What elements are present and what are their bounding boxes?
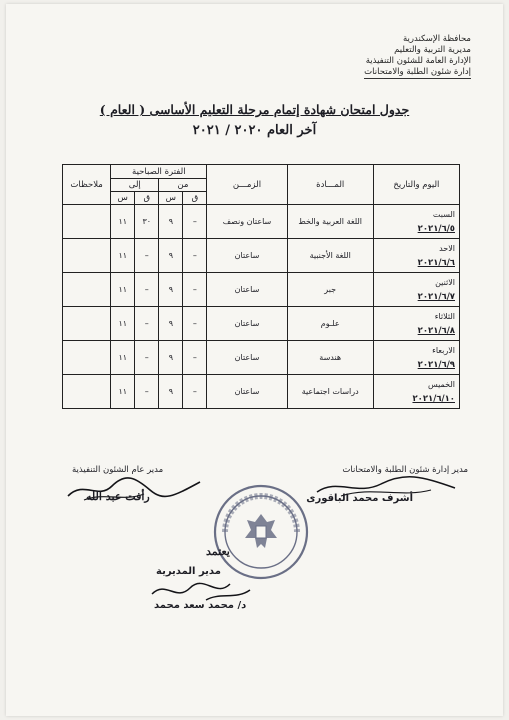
- header-line-directorate: مديرية التربية والتعليم: [394, 45, 471, 55]
- row-subject: جبر: [287, 273, 373, 307]
- row-from-minute: –: [183, 341, 207, 375]
- header-from: من: [159, 179, 207, 192]
- header-subject: المـــادة: [287, 165, 373, 205]
- document-page: [6, 4, 503, 716]
- row-notes: [63, 375, 111, 409]
- table-row: [63, 341, 460, 375]
- table-row: [63, 307, 460, 341]
- table-row: [63, 239, 460, 273]
- row-from-minute: –: [183, 205, 207, 239]
- row-from-minute: –: [183, 239, 207, 273]
- header-notes: ملاحظات: [63, 165, 111, 205]
- row-from-hour: ٩: [159, 205, 183, 239]
- header-morning-period: الفترة الصباحية: [111, 165, 207, 179]
- row-notes: [63, 307, 111, 341]
- approval-label: يعتمد: [206, 545, 230, 558]
- header-duration: الزمـــن: [207, 165, 287, 205]
- row-to-hour: ١١: [111, 341, 135, 375]
- header-to-minute: ق: [135, 192, 159, 205]
- right-signatory-title: مدير إدارة شئون الطلبة والامتحانات: [342, 465, 468, 475]
- row-subject: هندسة: [287, 341, 373, 375]
- row-notes: [63, 341, 111, 375]
- issuer-header: [321, 34, 471, 79]
- table-row: [63, 375, 460, 409]
- row-to-minute: –: [135, 273, 159, 307]
- row-date: ٢٠٢١/٦/٦: [417, 257, 455, 268]
- header-to-hour: س: [111, 192, 135, 205]
- row-duration: ساعتان: [207, 273, 287, 307]
- row-day: الثلاثاء: [434, 311, 455, 321]
- left-signatory-title: مدير عام الشئون التنفيذية: [72, 465, 164, 475]
- row-day: الاحد: [439, 243, 455, 253]
- row-to-minute: –: [135, 375, 159, 409]
- row-day: الخميس: [427, 379, 455, 389]
- table-row: [63, 273, 460, 307]
- row-duration: ساعتان ونصف: [207, 205, 287, 239]
- director-name: د/ محمد سعد محمد: [154, 600, 247, 611]
- row-to-hour: ١١: [111, 307, 135, 341]
- director-title: مدير المديرية: [156, 566, 221, 577]
- row-date: ٢٠٢١/٦/١٠: [412, 393, 455, 404]
- row-subject: اللغة الأجنبية: [287, 239, 373, 273]
- left-signatory-name: رأفت عبد الله: [86, 490, 150, 503]
- row-subject: دراسات اجتماعية: [287, 375, 373, 409]
- row-date: ٢٠٢١/٦/٥: [417, 223, 455, 234]
- row-date: ٢٠٢١/٦/٨: [417, 325, 455, 336]
- row-to-minute: –: [135, 239, 159, 273]
- row-from-minute: –: [183, 273, 207, 307]
- row-to-hour: ١١: [111, 273, 135, 307]
- row-from-hour: ٩: [159, 239, 183, 273]
- egypt-eagle-emblem-icon: [245, 514, 277, 548]
- header-from-minute: ق: [183, 192, 207, 205]
- row-from-minute: –: [183, 375, 207, 409]
- row-duration: ساعتان: [207, 375, 287, 409]
- row-to-hour: ١١: [111, 375, 135, 409]
- row-date: ٢٠٢١/٦/٧: [417, 291, 455, 302]
- row-subject: اللغة العربية والخط: [287, 205, 373, 239]
- row-day: الاثنين: [435, 277, 455, 287]
- row-subject: علـوم: [287, 307, 373, 341]
- header-line-general-admin: الإدارة العامة للشئون التنفيذية: [365, 56, 471, 66]
- row-from-minute: –: [183, 307, 207, 341]
- row-notes: [63, 205, 111, 239]
- row-duration: ساعتان: [207, 307, 287, 341]
- document-subtitle: آخر العام ٢٠٢٠ / ٢٠٢١: [192, 123, 317, 138]
- header-from-hour: س: [159, 192, 183, 205]
- official-seal: [211, 482, 311, 582]
- row-duration: ساعتان: [207, 341, 287, 375]
- row-to-hour: ١١: [111, 239, 135, 273]
- exam-schedule-table: [62, 164, 460, 409]
- header-to: إلى: [111, 179, 159, 192]
- row-from-hour: ٩: [159, 341, 183, 375]
- header-line-exams-admin: إدارة شئون الطلبة والامتحانات: [364, 67, 471, 77]
- row-to-hour: ١١: [111, 205, 135, 239]
- row-from-hour: ٩: [159, 375, 183, 409]
- row-to-minute: –: [135, 341, 159, 375]
- table-row: [63, 205, 460, 239]
- row-day: الاربعاء: [432, 345, 455, 355]
- row-from-hour: ٩: [159, 307, 183, 341]
- row-day: السبت: [432, 209, 455, 219]
- right-signatory-name: أشرف محمد الباقورى: [306, 493, 413, 504]
- row-to-minute: –: [135, 307, 159, 341]
- row-duration: ساعتان: [207, 239, 287, 273]
- row-date: ٢٠٢١/٦/٩: [417, 359, 455, 370]
- header-line-governorate: محافظة الإسكندرية: [402, 34, 471, 44]
- row-from-hour: ٩: [159, 273, 183, 307]
- row-to-minute: ٣٠: [135, 205, 159, 239]
- header-day-date: اليوم والتاريخ: [373, 165, 459, 205]
- row-notes: [63, 273, 111, 307]
- document-title: جدول امتحان شهادة إتمام مرحلة التعليم الأساسى ( العام ): [99, 102, 410, 117]
- row-notes: [63, 239, 111, 273]
